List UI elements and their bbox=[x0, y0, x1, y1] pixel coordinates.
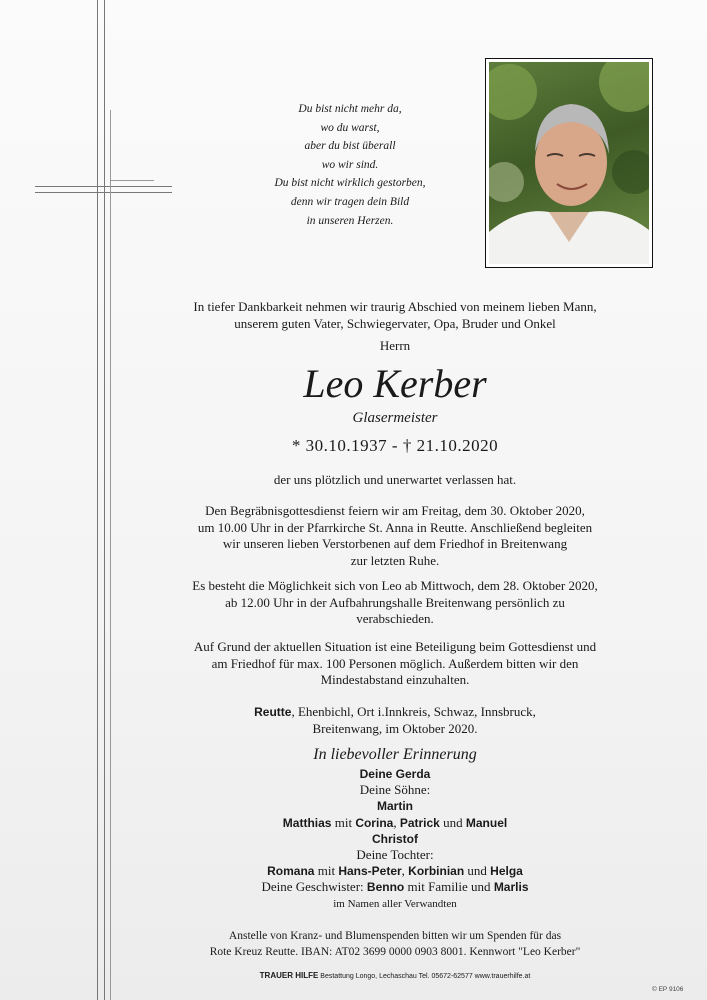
situation-line: am Friedhof für max. 100 Personen möglich. Außerdem bitten wir den bbox=[211, 655, 579, 671]
sibling-name: Benno bbox=[366, 880, 405, 895]
poem-line: Du bist nicht wirklich gestorben, bbox=[274, 177, 426, 190]
connector: mit bbox=[317, 863, 336, 879]
connector: und bbox=[443, 814, 463, 830]
family-line-son1 bbox=[160, 798, 630, 814]
footer-details: Bestattung Longo, Lechaschau Tel. 05672-62577 www.trauerhilfe.at bbox=[320, 973, 531, 980]
grandchild-name: Manuel bbox=[465, 815, 508, 830]
portrait-frame bbox=[485, 58, 653, 268]
son-name: Matthias bbox=[282, 815, 332, 830]
footer bbox=[160, 971, 630, 980]
daughter-name: Romana bbox=[267, 864, 315, 879]
wife-name: Deine Gerda bbox=[359, 767, 431, 781]
family-list bbox=[160, 766, 630, 912]
son-name: Martin bbox=[377, 799, 413, 814]
document-code: © EP 9106 bbox=[652, 986, 684, 993]
poem-line: denn wir tragen dein Bild bbox=[290, 195, 410, 208]
family-line-wife bbox=[160, 766, 630, 782]
donation-text bbox=[160, 928, 630, 960]
places-rest: , Ehenbichl, Ort i.Innkreis, Schwaz, Innsbruck, bbox=[291, 704, 536, 719]
family-line-siblings bbox=[160, 879, 630, 895]
partner-name: Hans-Peter bbox=[338, 864, 402, 879]
partner-name: Corina bbox=[355, 815, 394, 830]
farewell-text bbox=[160, 578, 630, 628]
remembrance-heading: In liebevoller Erinnerung bbox=[313, 746, 477, 763]
siblings-label: Deine Geschwister: bbox=[261, 879, 364, 895]
funeral-text bbox=[160, 503, 630, 569]
grandchild-name: Korbinian bbox=[408, 864, 465, 879]
family-line-sons-label: Deine Söhne: bbox=[359, 782, 431, 798]
family-line-relatives: im Namen aller Verwandten bbox=[333, 897, 457, 910]
passed-text bbox=[160, 472, 630, 489]
poem-line: wo wir sind. bbox=[321, 158, 379, 171]
poem bbox=[240, 100, 460, 230]
poem-line: Du bist nicht mehr da, bbox=[298, 103, 402, 115]
family-line-daughter-label: Deine Tochter: bbox=[356, 847, 434, 863]
intro-line: unserem guten Vater, Schwiegervater, Opa, Bruder und Onkel bbox=[234, 315, 556, 331]
cross-vertical-line-right bbox=[104, 0, 105, 1000]
connector: und bbox=[467, 863, 487, 879]
cross-horizontal-line-bottom bbox=[35, 192, 172, 193]
donation-line: Rote Kreuz Reutte. IBAN: AT02 3699 0000 0903 8001. Kennwort "Leo Kerber" bbox=[209, 946, 581, 958]
grandchild-name: Helga bbox=[490, 864, 523, 879]
cross-inner-horizontal-line bbox=[110, 180, 154, 181]
poem-line: wo du warst, bbox=[320, 121, 380, 134]
profession: Glasermeister bbox=[352, 410, 438, 426]
portrait-photo bbox=[489, 62, 649, 264]
farewell-line: ab 12.00 Uhr in der Aufbahrungshalle Breitenwang persönlich zu bbox=[225, 594, 565, 610]
siblings-connector: mit Familie und bbox=[407, 879, 491, 895]
salutation: Herrn bbox=[379, 338, 411, 353]
family-line-son3 bbox=[160, 831, 630, 847]
places-line-2: Breitenwang, im Oktober 2020. bbox=[312, 720, 478, 736]
family-line-daughter bbox=[160, 863, 630, 879]
donation-line: Anstelle von Kranz- und Blumenspenden bitten wir um Spenden für das bbox=[228, 930, 562, 942]
passed-line: der uns plötzlich und unerwartet verlassen hat. bbox=[273, 472, 517, 487]
places-line-1 bbox=[160, 704, 630, 721]
situation-text bbox=[160, 639, 630, 689]
poem-line: aber du bist überall bbox=[304, 140, 396, 153]
grandchild-name: Patrick bbox=[399, 815, 440, 830]
family-line-son2 bbox=[160, 815, 630, 831]
son-name: Christof bbox=[372, 831, 418, 846]
separator: , bbox=[393, 814, 397, 830]
intro-line: In tiefer Dankbarkeit nehmen wir traurig Abschied von meinem lieben Mann, bbox=[193, 299, 597, 314]
situation-line: Auf Grund der aktuellen Situation ist eine Beteiligung beim Gottesdienst und bbox=[193, 639, 597, 654]
places-text bbox=[160, 704, 630, 737]
connector: mit bbox=[334, 814, 353, 830]
situation-line: Mindestabstand einzuhalten. bbox=[320, 672, 470, 688]
life-dates: * 30.10.1937 - † 21.10.2020 bbox=[291, 436, 499, 455]
cross-vertical-line-left bbox=[97, 0, 98, 1000]
funeral-line: Den Begräbnisgottesdienst feiern wir am Freitag, dem 30. Oktober 2020, bbox=[205, 503, 585, 518]
funeral-line: wir unseren lieben Verstorbenen auf dem Friedhof in Breitenwang bbox=[222, 536, 568, 552]
cross-inner-vertical-line bbox=[110, 110, 111, 1000]
portrait-illustration bbox=[489, 62, 649, 264]
funeral-line: um 10.00 Uhr in der Pfarrkirche St. Anna in Reutte. Anschließend begleiten bbox=[197, 519, 593, 535]
cross-horizontal-line-top bbox=[35, 186, 172, 187]
footer-brand: TRAUER HILFE bbox=[259, 971, 319, 980]
deceased-name: Leo Kerber bbox=[303, 361, 487, 406]
intro-text bbox=[160, 299, 630, 332]
poem-line: in unseren Herzen. bbox=[306, 214, 394, 227]
sibling-name: Marlis bbox=[493, 880, 529, 895]
place-reutte: Reutte bbox=[254, 705, 292, 719]
farewell-line: Es besteht die Möglichkeit sich von Leo ab Mittwoch, dem 28. Oktober 2020, bbox=[192, 578, 598, 593]
funeral-line: zur letzten Ruhe. bbox=[350, 552, 440, 568]
separator: , bbox=[401, 863, 405, 879]
farewell-line: verabschieden. bbox=[356, 611, 434, 627]
